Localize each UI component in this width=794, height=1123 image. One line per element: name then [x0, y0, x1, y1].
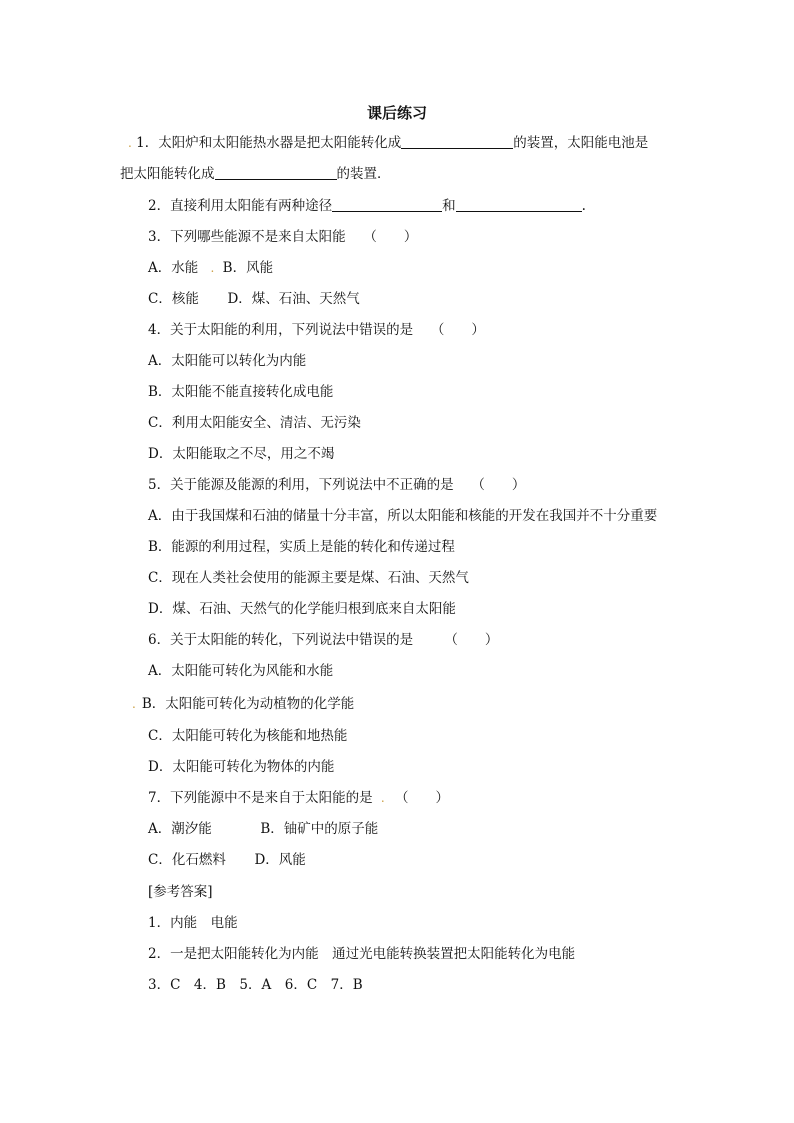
q1-line1: [128, 134, 648, 152]
q2-part3: .: [581, 198, 586, 214]
q2-blank1[interactable]: [332, 211, 442, 212]
stray-dot: .: [380, 791, 385, 805]
stray-dot: .: [210, 261, 215, 275]
q2-line: [148, 197, 586, 215]
q4-option-b: B．太阳能不能直接转化成电能: [148, 384, 334, 400]
q1-blank1[interactable]: [401, 148, 513, 149]
q6-option-c: C．太阳能可转化为核能和地热能: [148, 728, 348, 744]
q6-option-b-line: [132, 695, 354, 713]
q5-option-a: A．由于我国煤和石油的储量十分丰富，所以太阳能和核能的开发在我国并不十分重要: [148, 508, 658, 524]
page-title: 课后练习: [366, 104, 427, 122]
answer-3: 3．C 4．B 5．A 6．C 7．B: [148, 977, 363, 993]
q1-line2: [120, 165, 391, 183]
q3-option-c: C．核能: [148, 291, 199, 307]
q4-option-d: D．太阳能取之不尽，用之不竭: [148, 446, 335, 462]
q3-stem: 3．下列哪些能源不是来自太阳能 （ ）: [148, 229, 418, 245]
stray-dot: .: [132, 697, 136, 711]
q7-paren: （ ）: [395, 790, 450, 806]
q7-option-c: C．化石燃料: [148, 852, 226, 868]
q4-option-c: C．利用太阳能安全、清洁、无污染: [148, 415, 361, 431]
q1-line2b: 的装置．: [336, 166, 391, 182]
q1-line2a: 把太阳能转化成: [120, 166, 215, 182]
q5-option-c: C．现在人类社会使用的能源主要是煤、石油、天然气: [148, 570, 469, 586]
q5-option-d: D．煤、石油、天然气的化学能归根到底来自太阳能: [148, 601, 456, 617]
q1-part1: 1．太阳炉和太阳能热水器是把太阳能转化成: [136, 135, 402, 151]
q1-part2: 的装置，太阳能电池是: [513, 135, 649, 151]
q3-options-ab: [148, 259, 273, 277]
answers-header: [参考答案]: [148, 884, 213, 900]
q7-option-d: D．风能: [254, 852, 306, 868]
answer-2: 2．一是把太阳能转化为内能 通过光电能转换装置把太阳能转化为电能: [148, 946, 576, 962]
q7-stem-line: [148, 789, 449, 807]
stray-dot: .: [128, 136, 132, 150]
q4-option-a: A．太阳能可以转化为内能: [148, 353, 307, 369]
q6-option-a: A．太阳能可转化为风能和水能: [148, 663, 334, 679]
q4-stem: 4．关于太阳能的利用，下列说法中错误的是 （ ）: [148, 322, 485, 338]
q7-options-ab: [148, 820, 378, 838]
q7-options-cd: [148, 851, 306, 869]
q3-option-a: A．水能: [148, 260, 199, 276]
q2-blank2[interactable]: [456, 211, 582, 212]
q2-part1: 2．直接利用太阳能有两种途径: [148, 198, 333, 214]
q3-option-b: B．风能: [222, 260, 274, 276]
q7-option-b: B．铀矿中的原子能: [260, 821, 379, 837]
q5-option-b: B．能源的利用过程，实质上是能的转化和传递过程: [148, 539, 455, 555]
q2-part2: 和: [442, 198, 456, 214]
q6-option-d: D．太阳能可转化为物体的内能: [148, 759, 335, 775]
q5-stem: 5．关于能源及能源的利用，下列说法中不正确的是 （ ）: [148, 477, 526, 493]
answer-1: 1．内能 电能: [148, 915, 238, 931]
q3-option-d: D．煤、石油、天然气: [227, 291, 360, 307]
q1-blank2[interactable]: [215, 179, 337, 180]
q6-option-b: B．太阳能可转化为动植物的化学能: [141, 696, 355, 712]
q3-options-cd: [148, 290, 360, 308]
q7-stem: 7．下列能源中不是来自于太阳能的是: [148, 790, 373, 806]
q6-stem: 6．关于太阳能的转化，下列说法中错误的是 （ ）: [148, 632, 499, 648]
q7-option-a: A．潮汐能: [148, 821, 212, 837]
